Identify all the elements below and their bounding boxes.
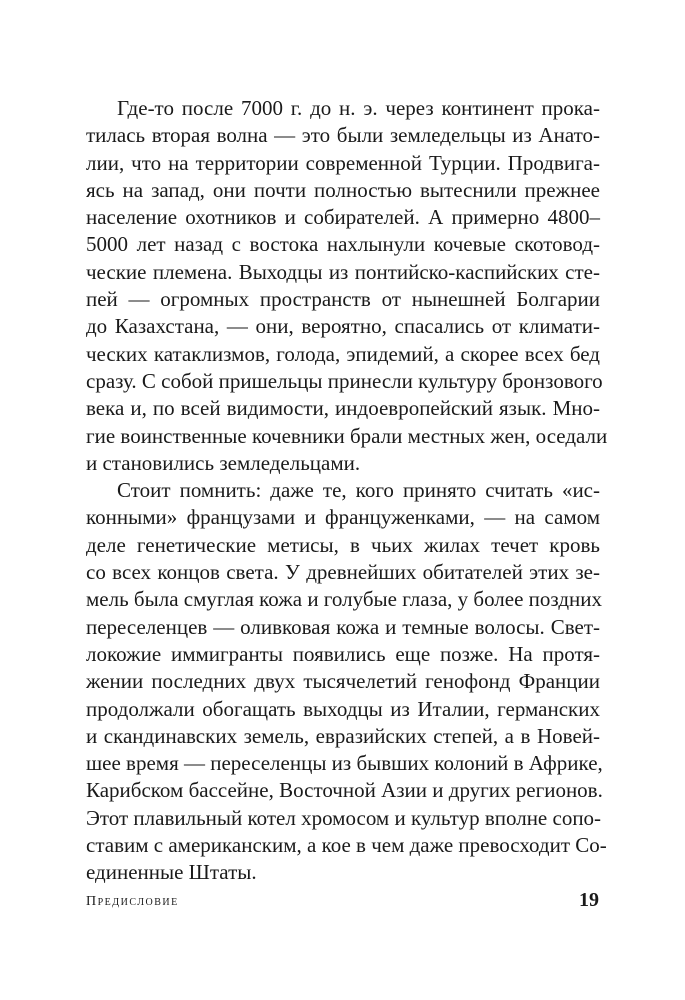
text-line: единенные Штаты. xyxy=(86,860,257,885)
text-line: деле генетические метисы, в чьих жилах течет кровь xyxy=(86,532,600,557)
text-line: гие воинственные кочевники брали местных жен, оседали xyxy=(86,423,608,448)
text-line: Карибском бассейне, Восточной Азии и других регионов. xyxy=(86,778,603,803)
text-line: переселенцев — оливковая кожа и темные волосы. Свет- xyxy=(86,614,600,639)
text-line: Этот плавильный котел хромосом и культур вполне сопо- xyxy=(86,805,602,830)
text-line: века и, по всей видимости, индоевропейский язык. Мно- xyxy=(86,396,600,421)
text-line: до Казахстана, — они, вероятно, спасались от климати- xyxy=(86,314,600,339)
text-line: население охотников и собирателей. А примерно 4800– xyxy=(86,205,600,230)
text-line: шее время — переселенцы из бывших колоний в Африке, xyxy=(86,751,603,776)
text-line: со всех концов света. У древнейших обитателей этих зе- xyxy=(86,560,600,585)
text-line: 5000 лет назад с востока нахлынули кочевые скотовод- xyxy=(86,232,600,257)
text-line: конными» французами и француженками, — на самом xyxy=(86,505,600,530)
paragraph-1 xyxy=(86,95,608,477)
text-line: продолжали обогащать выходцы из Италии, германских xyxy=(86,696,600,721)
text-line: тилась вторая волна — это были земледельцы из Анато- xyxy=(86,123,600,148)
text-line: и становились земледельцами. xyxy=(86,450,361,475)
text-line: жении последних двух тысячелетий генофонд Франции xyxy=(86,669,600,694)
text-line: ческие племена. Выходцы из понтийско-каспийских сте- xyxy=(86,259,600,284)
page-number: 19 xyxy=(579,889,599,911)
main-text xyxy=(86,95,608,887)
text-line: сразу. С собой пришельцы принесли культуру бронзового xyxy=(86,368,603,393)
text-line: и скандинавских земель, евразийских степей, а в Новей- xyxy=(86,723,600,748)
text-line: ческих катаклизмов, голода, эпидемий, а скорее всех бед xyxy=(86,341,600,366)
text-line: ясь на запад, они почти полностью вытеснили прежнее xyxy=(86,177,600,202)
text-line: ставим с американским, а кое в чем даже превосходит Со- xyxy=(86,833,607,858)
text-line: пей — огромных пространств от нынешней Болгарии xyxy=(86,287,600,312)
text-line: Стоит помнить: даже те, кого принято считать «ис- xyxy=(117,478,600,503)
text-line: лии, что на территории современной Турции. Продвига- xyxy=(86,150,600,175)
paragraph-2 xyxy=(86,477,607,886)
text-line: локожие иммигранты появились еще позже. На протя- xyxy=(86,641,600,666)
text-line: Где-то после 7000 г. до н. э. через континент прока- xyxy=(117,96,600,120)
text-line: мель была смуглая кожа и голубые глаза, у более поздних xyxy=(86,587,602,612)
running-footer-title: Предисловие xyxy=(86,894,179,909)
